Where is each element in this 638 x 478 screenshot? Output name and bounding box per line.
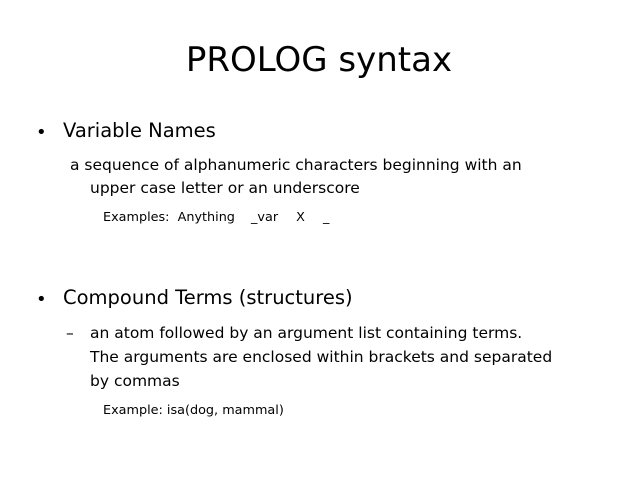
example-isa-dog-mammal: isa(dog, mammal) — [166, 403, 284, 418]
variable-names-description-line-1: a sequence of alphanumeric characters beginning with an — [70, 156, 522, 174]
variable-names-examples — [103, 208, 329, 228]
example-underscore: _ — [323, 210, 330, 225]
example-underscore-var: _var — [251, 210, 279, 225]
compound-terms-description-line-3: by commas — [90, 372, 180, 390]
example-x: X — [296, 210, 305, 225]
variable-names-description-line-2: upper case letter or an underscore — [90, 179, 360, 197]
examples-label: Examples: — [103, 210, 170, 225]
compound-terms-description-line-2: The arguments are enclosed within brackets and separated — [90, 348, 553, 366]
compound-terms-description-line-1: an atom followed by an argument list containing terms. — [90, 324, 523, 342]
bullet-icon: • — [36, 122, 47, 143]
bullet-icon: • — [36, 289, 47, 310]
example-anything: Anything — [177, 210, 235, 225]
compound-terms-example — [103, 401, 284, 421]
example-label: Example: — [103, 403, 163, 418]
dash-icon: – — [66, 324, 74, 342]
slide-title: PROLOG syntax — [185, 40, 453, 80]
section-heading-variable-names: Variable Names — [63, 119, 216, 142]
section-heading-compound-terms: Compound Terms (structures) — [63, 286, 353, 309]
